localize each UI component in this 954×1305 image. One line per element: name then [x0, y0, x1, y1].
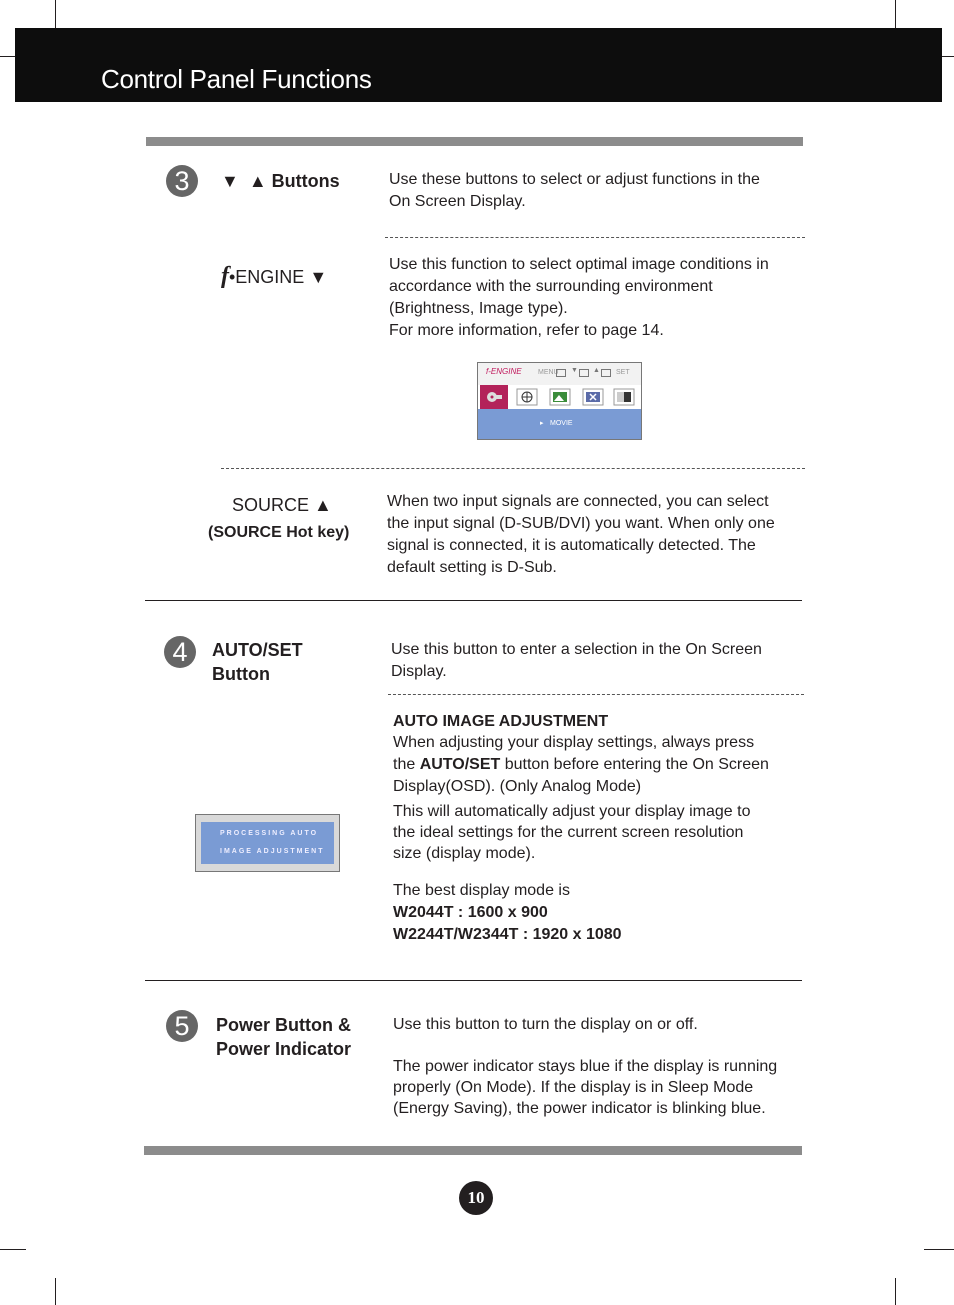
power-button-label: Power Button & Power Indicator — [216, 1015, 352, 1059]
crop-mark — [55, 1278, 56, 1305]
source-label: SOURCE ▲ — [232, 495, 332, 515]
osd-top-bar — [478, 363, 641, 385]
source-description: When two input signals are connected, you can select the input signal (D-SUB/DVI) you want. When only one signal is connected, it is automatically detected. The default setting is D-Sub. — [387, 493, 775, 576]
auto-set-description: Use this button to enter a selection in the On Screen Display. — [391, 641, 762, 680]
best-mode-intro: The best display mode is — [393, 882, 570, 899]
buttons-label: ▼ ▲ Buttons — [221, 171, 340, 191]
top-divider-bar — [146, 137, 803, 146]
section-number-3: 3 — [166, 165, 198, 197]
osd-mode-label: MOVIE — [550, 420, 573, 427]
landscape-icon — [549, 388, 571, 406]
fengine-description: Use this function to select optimal image conditions in accordance with the surrounding environment (Brightness, Image type). For more information, refer to page 14. — [389, 256, 769, 339]
bottom-divider-bar — [144, 1146, 802, 1155]
osd-set-label: SET — [616, 369, 630, 376]
osd-mode-bar — [478, 409, 641, 439]
crop-mark — [55, 0, 56, 28]
dashed-divider — [221, 468, 805, 469]
best-mode-w2044t: W2044T : 1600 x 900 — [393, 904, 548, 921]
auto-image-adjustment-paragraph-1: When adjusting your display settings, always press the AUTO/SET button before entering the On Screen Display(OSD). (Only Analog Mode) — [393, 734, 769, 795]
osd-down-arrow-icon: ▼ — [571, 367, 578, 374]
auto-image-adjustment-heading: AUTO IMAGE ADJUSTMENT — [393, 713, 609, 730]
osd-processing-panel — [201, 822, 334, 864]
osd-menu-label: MENU — [538, 369, 559, 376]
osd-processing-line-1: PROCESSING AUTO — [220, 830, 319, 837]
crop-mark — [924, 1249, 954, 1250]
source-hotkey-label: (SOURCE Hot key) — [208, 524, 350, 541]
fengine-osd-screenshot — [477, 362, 642, 440]
user-setting-icon — [582, 388, 604, 406]
power-button-description: Use this button to turn the display on or off. — [393, 1016, 698, 1033]
dashed-divider — [388, 694, 804, 695]
normal-mode-icon — [613, 388, 635, 406]
page-title: Control Panel Functions — [101, 64, 372, 94]
fengine-label — [221, 263, 327, 290]
crop-mark — [0, 1249, 26, 1250]
fengine-f-logo: f — [221, 263, 229, 289]
section-number-5: 5 — [166, 1010, 198, 1042]
auto-set-label: AUTO/SET Button — [212, 640, 303, 684]
osd-menu-key-icon — [556, 369, 566, 377]
osd-mode-arrow-icon: ▸ — [540, 420, 544, 427]
osd-processing-line-2: IMAGE ADJUSTMENT — [220, 848, 325, 855]
page-number: 10 — [459, 1181, 493, 1215]
osd-up-arrow-icon: ▲ — [593, 367, 600, 374]
osd-down-key-icon — [579, 369, 589, 377]
osd-icon-row — [478, 385, 641, 409]
section-divider — [145, 980, 802, 981]
crop-mark — [942, 56, 954, 57]
crop-mark — [895, 0, 896, 28]
section-number-4: 4 — [164, 636, 196, 668]
osd-up-key-icon — [601, 369, 611, 377]
osd-brand: f-ENGINE — [486, 367, 522, 376]
auto-image-adjustment-paragraph-2: This will automatically adjust your display image to the ideal settings for the current screen resolution size (display mode). — [393, 803, 751, 862]
fengine-text: •ENGINE ▼ — [229, 267, 328, 287]
best-mode-w2244t-w2344t: W2244T/W2344T : 1920 x 1080 — [393, 926, 622, 943]
dashed-divider — [385, 237, 805, 238]
internet-icon — [516, 388, 538, 406]
auto-adjust-osd-screenshot — [195, 814, 340, 872]
power-indicator-description: The power indicator stays blue if the display is running properly (On Mode). If the display is in Sleep Mode (Energy Saving), the power indicator is blinking blue. — [393, 1058, 778, 1117]
film-reel-icon — [480, 385, 508, 409]
crop-mark — [0, 56, 15, 57]
buttons-description: Use these buttons to select or adjust functions in the On Screen Display. — [389, 171, 760, 210]
crop-mark — [895, 1278, 896, 1305]
section-divider — [145, 600, 802, 601]
